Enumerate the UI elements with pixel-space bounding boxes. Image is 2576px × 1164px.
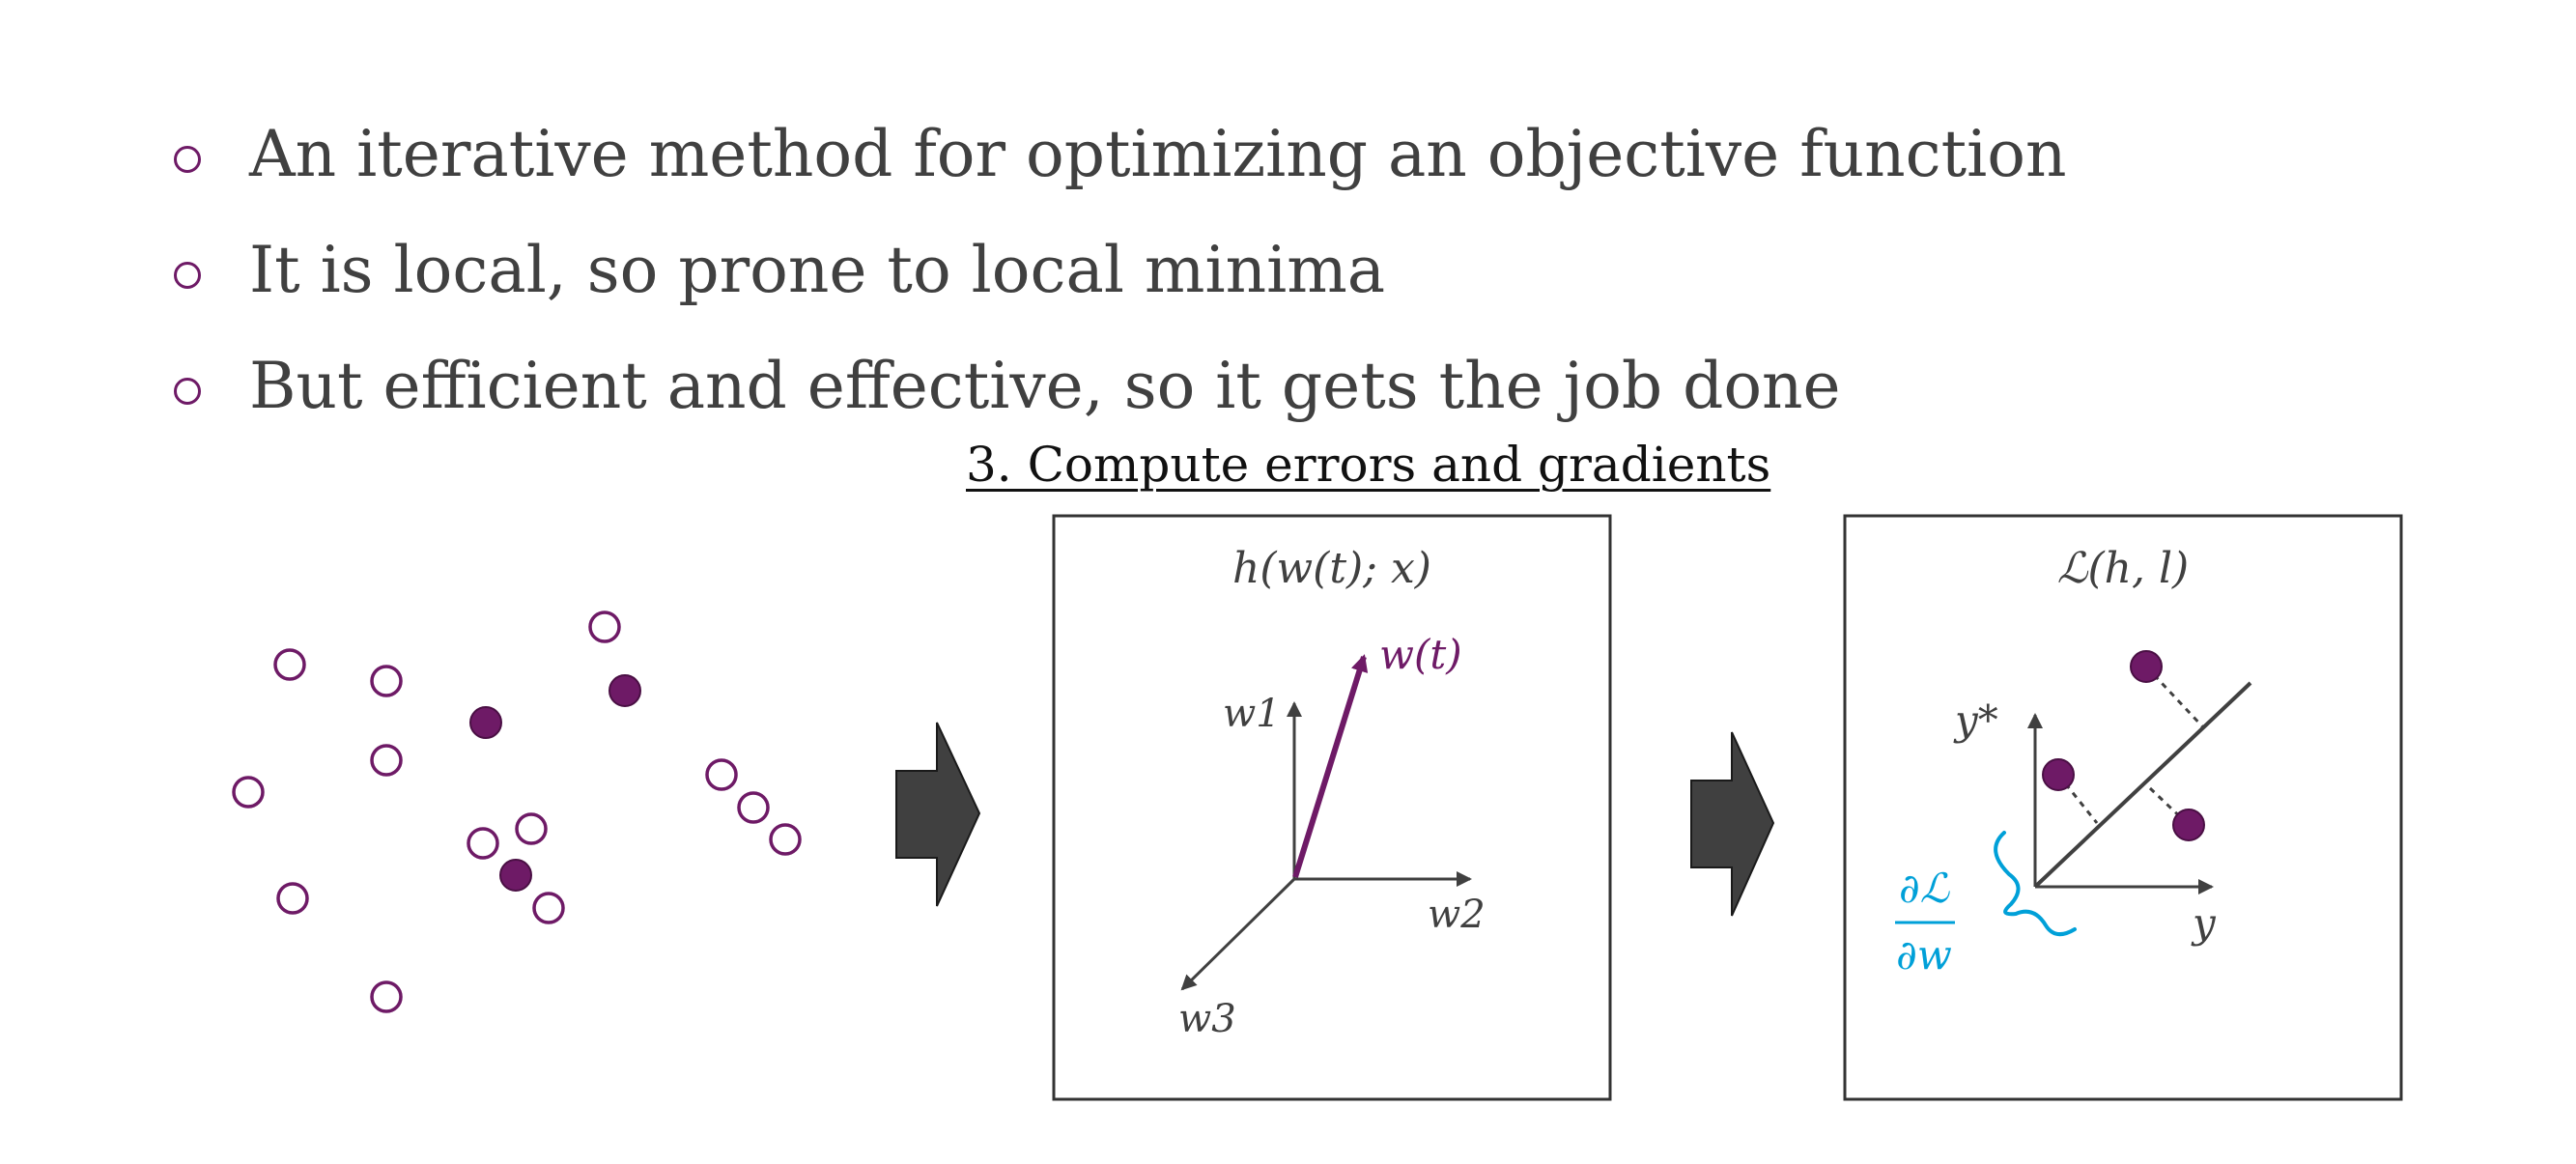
data-point-hollow xyxy=(590,612,619,641)
loss-panel-title: ℒ(h, l) xyxy=(2056,544,2190,593)
data-point-hollow xyxy=(234,778,263,807)
data-point-hollow xyxy=(739,793,768,822)
axis-label-w2: w2 xyxy=(1428,893,1486,937)
data-point-hollow xyxy=(275,650,304,679)
data-point-hollow xyxy=(278,884,307,913)
axis-label-w3: w3 xyxy=(1178,997,1236,1041)
data-point-filled xyxy=(500,860,531,891)
data-point-hollow xyxy=(372,982,401,1011)
axis-label-y-star: y* xyxy=(1955,696,1998,744)
bullet-text-2: It is local, so prone to local minima xyxy=(249,233,1386,307)
weights-panel-title: h(w(t); x) xyxy=(1232,544,1431,593)
gradient-numerator: ∂ℒ xyxy=(1899,865,1949,912)
weight-vector-label: w(t) xyxy=(1379,631,1462,678)
data-point-hollow xyxy=(372,746,401,775)
data-point-filled xyxy=(470,707,501,738)
axis-label-w1: w1 xyxy=(1223,692,1281,736)
right-block-arrow-icon xyxy=(1691,732,1773,916)
data-points-scatter xyxy=(234,612,800,1011)
loss-point xyxy=(2043,759,2074,790)
bullet-text-3: But efficient and effective, so it gets the job done xyxy=(249,349,1841,423)
data-point-hollow xyxy=(707,760,736,789)
step-title: 3. Compute errors and gradients xyxy=(966,437,1771,493)
data-point-hollow xyxy=(534,894,563,923)
axis-label-y: y xyxy=(2193,899,2216,947)
data-point-filled xyxy=(609,675,640,706)
gradient-denominator: ∂w xyxy=(1896,931,1952,979)
loss-point xyxy=(2131,651,2162,682)
data-point-hollow xyxy=(771,825,800,854)
data-point-hollow xyxy=(517,814,546,843)
bullet-text-1: An iterative method for optimizing an objective function xyxy=(249,117,2067,191)
loss-point xyxy=(2173,809,2204,840)
loss-panel xyxy=(1845,516,2401,1099)
right-block-arrow-icon xyxy=(896,723,979,906)
weights-panel xyxy=(1054,516,1610,1099)
data-point-hollow xyxy=(468,829,497,858)
data-point-hollow xyxy=(372,667,401,696)
